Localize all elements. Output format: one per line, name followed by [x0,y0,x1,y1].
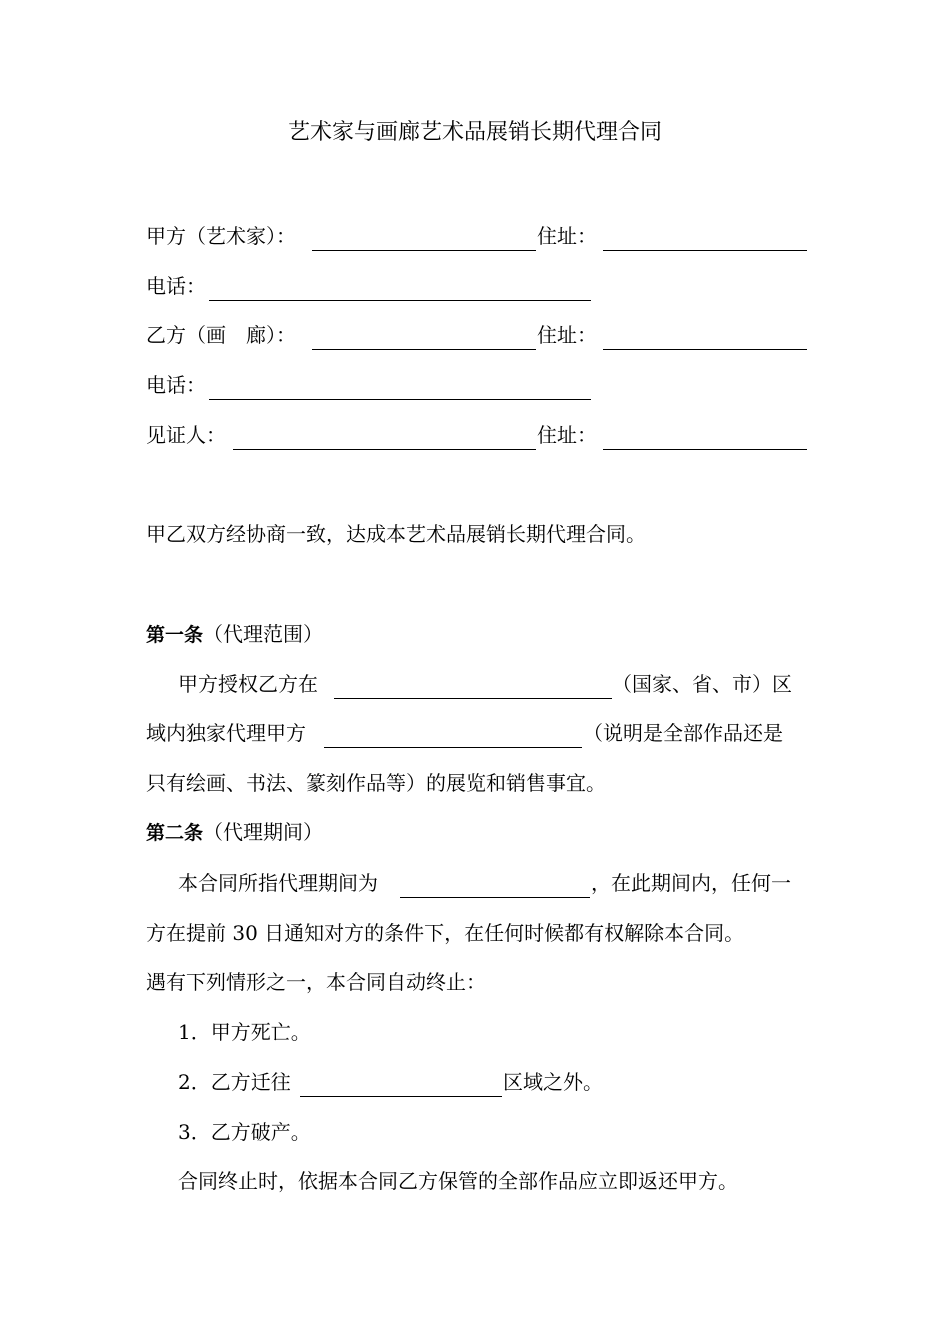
page-title: 艺术家与画廊艺术品展销长期代理合同 [287,120,662,145]
article-1-number: 第一条 [146,624,204,646]
article-1-subtitle: （代理范围） [203,622,324,646]
party-a-name-field[interactable] [312,230,536,251]
article-1-heading [146,620,323,649]
relocation-region-field[interactable] [300,1076,502,1097]
party-a-address-field[interactable] [603,230,807,251]
termination-item-1: 1．甲方死亡。 [178,1020,311,1044]
witness-name-field[interactable] [233,429,536,450]
party-b-address-field[interactable] [603,329,807,350]
works-scope-field[interactable] [324,727,582,748]
article-1-line2-suffix: （说明是全部作品还是 [583,721,783,745]
article-2-line1-prefix: 本合同所指代理期间为 [178,871,378,895]
party-b-label: 乙方（画 廊）： [146,323,296,347]
agency-period-field[interactable] [400,877,590,898]
article-1-line2-prefix: 域内独家代理甲方 [146,721,306,745]
party-a-address-label: 住址： [537,224,597,248]
article-2-line2: 方在提前 30 日通知对方的条件下，在任何时候都有权解除本合同。 [146,921,745,945]
article-2-line1-suffix: ，在此期间内，任何一 [591,871,791,895]
article-2-subtitle: （代理期间） [203,820,324,844]
party-a-row [146,222,296,250]
party-a-phone-label: 电话： [146,274,206,298]
termination-item-3: 3．乙方破产。 [178,1120,311,1144]
witness-label: 见证人： [146,423,226,447]
party-a-label: 甲方（艺术家）： [146,224,296,248]
termination-item-2-prefix: 2．乙方迁往 [178,1070,291,1094]
article-2-number: 第二条 [146,822,204,844]
party-b-phone-label: 电话： [146,373,206,397]
article-2-closing: 合同终止时，依据本合同乙方保管的全部作品应立即返还甲方。 [178,1169,738,1193]
agency-region-field[interactable] [334,678,612,699]
article-1-line3: 只有绘画、书法、篆刻作品等）的展览和销售事宜。 [146,771,606,795]
party-a-phone-field[interactable] [209,280,591,301]
article-2-line3: 遇有下列情形之一，本合同自动终止： [146,970,486,994]
party-b-phone-field[interactable] [209,379,591,400]
party-b-address-label: 住址： [537,323,597,347]
witness-address-field[interactable] [603,429,807,450]
article-2-heading [146,818,323,847]
article-1-line1-prefix: 甲方授权乙方在 [178,672,318,696]
witness-address-label: 住址： [537,423,597,447]
termination-item-2-suffix: 区域之外。 [503,1070,603,1094]
intro-paragraph: 甲乙双方经协商一致，达成本艺术品展销长期代理合同。 [146,522,646,546]
party-b-name-field[interactable] [312,329,536,350]
article-1-line1-suffix: （国家、省、市）区 [612,672,792,696]
